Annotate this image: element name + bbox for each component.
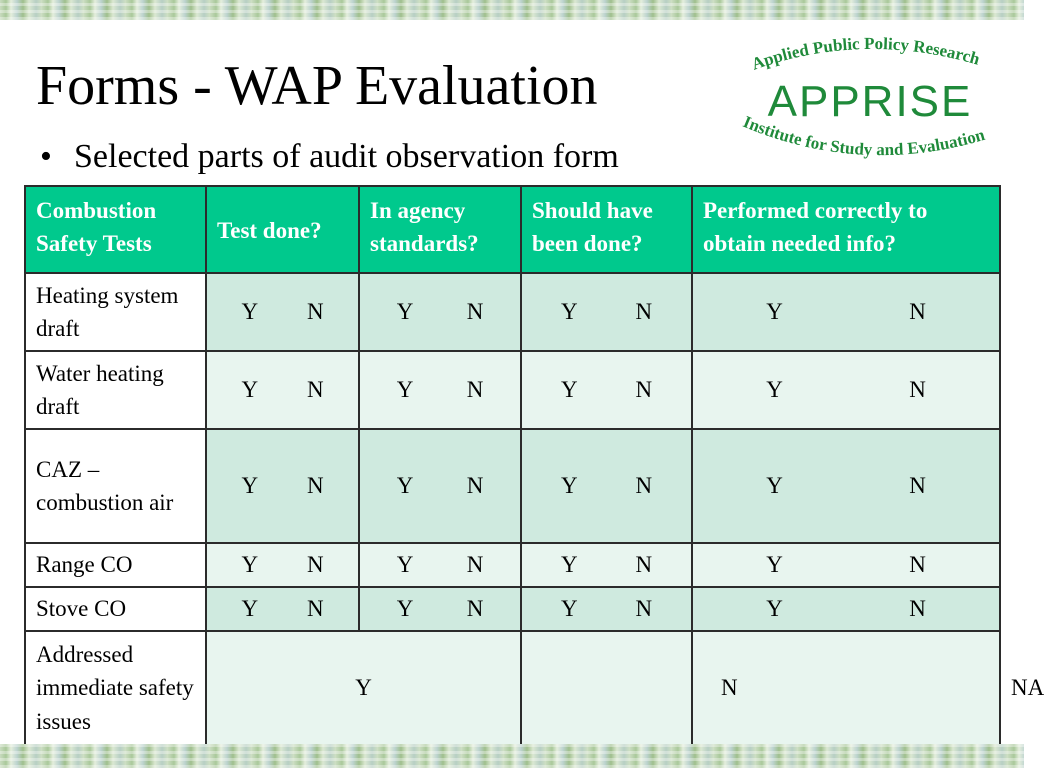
header-in-agency-standards: In agency standards? (359, 186, 521, 273)
apprise-logo (732, 30, 1008, 176)
header-combustion-safety-tests: Combustion Safety Tests (25, 186, 206, 273)
bullet-text: Selected parts of audit observation form (74, 138, 619, 175)
yn-cell (521, 543, 692, 587)
yes-option: Y (560, 473, 578, 499)
spacer-cell (521, 631, 692, 745)
logo-top-arc: Applied Public Policy Research (749, 33, 983, 74)
yes-option: Y (241, 377, 259, 403)
yn-cell (206, 543, 359, 587)
yes-option: Y (241, 473, 259, 499)
no-option: N (466, 596, 484, 622)
yes-option: Y (241, 552, 259, 578)
yn-cell (521, 587, 692, 631)
yn-cell (206, 429, 359, 543)
yn-cell (206, 351, 359, 429)
table-row (25, 543, 1000, 587)
option-no: N (692, 631, 1000, 745)
no-option: N (306, 596, 324, 622)
yn-cell (692, 273, 1000, 351)
header-should-have-been-done: Should have been done? (521, 186, 692, 273)
yes-option: Y (560, 552, 578, 578)
logo-bottom-arc: Institute for Study and Evaluation (740, 112, 987, 160)
no-option: N (466, 473, 484, 499)
row-label: Stove CO (25, 587, 206, 631)
yes-option: Y (766, 299, 783, 325)
no-option: N (306, 299, 324, 325)
row-label: CAZ – combustion air (25, 429, 206, 543)
table-header-row (25, 186, 1000, 273)
no-option: N (306, 473, 324, 499)
yn-cell (359, 429, 521, 543)
table-row-addressed-safety: Addressed immediate safety issues Y N NA (25, 631, 1000, 745)
yes-option: Y (396, 299, 414, 325)
yes-option: Y (396, 473, 414, 499)
no-option: N (466, 552, 484, 578)
logo-name: APPRISE (767, 77, 973, 126)
option-yes: Y (206, 631, 521, 745)
yes-option: Y (560, 299, 578, 325)
no-option: N (909, 299, 926, 325)
yes-option: Y (560, 596, 578, 622)
yn-cell (359, 543, 521, 587)
no-option: N (635, 299, 653, 325)
yn-cell (359, 273, 521, 351)
header-performed-correctly: Performed correctly to obtain needed info? (692, 186, 1000, 273)
no-option: N (909, 377, 926, 403)
row-label: Water heating draft (25, 351, 206, 429)
bottom-decorative-band (0, 744, 1024, 768)
yes-option: Y (766, 596, 783, 622)
slide-title: Forms - WAP Evaluation (36, 55, 598, 117)
yes-option: Y (241, 299, 259, 325)
no-option: N (909, 552, 926, 578)
no-option: N (635, 377, 653, 403)
row-label: Range CO (25, 543, 206, 587)
yes-option: Y (241, 596, 259, 622)
yn-cell (692, 543, 1000, 587)
yes-option: Y (766, 552, 783, 578)
bullet-marker: • (40, 138, 52, 175)
table-row (25, 587, 1000, 631)
table-row (25, 273, 1000, 351)
no-option: N (909, 596, 926, 622)
yn-cell (206, 273, 359, 351)
yn-cell (359, 587, 521, 631)
bullet-item (40, 138, 619, 175)
yn-cell (521, 273, 692, 351)
yes-option: Y (766, 377, 783, 403)
logo-top-arc-text (749, 34, 982, 74)
no-option: N (306, 552, 324, 578)
no-option: N (306, 377, 324, 403)
table-row (25, 351, 1000, 429)
top-decorative-band (0, 0, 1024, 20)
no-option: N (635, 473, 653, 499)
yn-cell (692, 351, 1000, 429)
yn-cell (359, 351, 521, 429)
yn-cell (521, 429, 692, 543)
yes-option: Y (396, 596, 414, 622)
yn-cell (692, 587, 1000, 631)
yn-cell (692, 429, 1000, 543)
yn-cell (521, 351, 692, 429)
no-option: N (635, 552, 653, 578)
no-option: N (635, 596, 653, 622)
row-label: Heating system draft (25, 273, 206, 351)
table-row (25, 429, 1000, 543)
yn-cell (206, 587, 359, 631)
yes-option: Y (396, 552, 414, 578)
yes-option: Y (396, 377, 414, 403)
audit-observation-table (24, 185, 1044, 746)
header-test-done: Test done? (206, 186, 359, 273)
no-option: N (909, 473, 926, 499)
yes-option: Y (560, 377, 578, 403)
no-option: N (466, 299, 484, 325)
no-option: N (466, 377, 484, 403)
row-label: Addressed immediate safety issues (25, 631, 206, 745)
yes-option: Y (766, 473, 783, 499)
